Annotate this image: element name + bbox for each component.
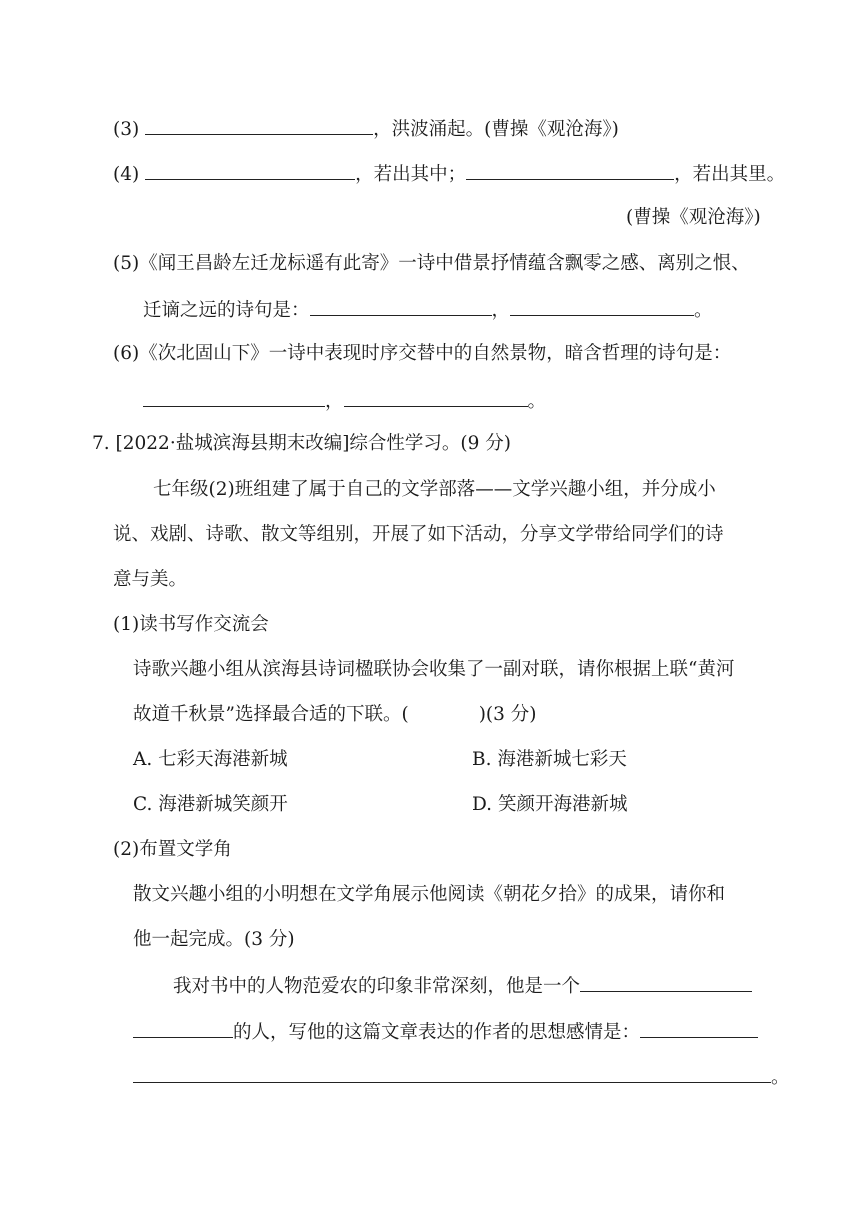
option-a-text: 七彩天海港新城 — [158, 749, 288, 770]
question-4-number: (4) — [113, 164, 140, 185]
part-1-text-1: 诗歌兴趣小组从滨海县诗词楹联协会收集了一副对联，请你根据上联“黄河 — [133, 659, 735, 680]
question-4 — [113, 161, 785, 187]
part-2-fill-prompt-2: 的人，写他的这篇文章表达的作者的思想感情是： — [233, 1022, 641, 1043]
answer-blank-4a[interactable] — [145, 161, 355, 180]
part-2-fill-2 — [133, 1019, 758, 1045]
question-3-text: ，洪波涌起。(曹操《观沧海》) — [373, 119, 619, 140]
answer-blank-4b[interactable] — [466, 161, 674, 180]
part-1-title: (1)读书写作交流会 — [113, 614, 269, 635]
answer-blank-3[interactable] — [145, 116, 373, 135]
intro-line-3: 意与美。 — [113, 569, 188, 590]
question-5-end: 。 — [694, 300, 713, 321]
question-3-number: (3) — [113, 119, 140, 140]
part-1-prompt: 故道千秋景”选择最合适的下联。( — [133, 704, 409, 725]
question-6-end: 。 — [527, 391, 547, 412]
answer-blank-6a[interactable] — [143, 388, 325, 407]
question-7-header: 7. [2022·盐城滨海县期末改编]综合性学习。(9 分) — [92, 433, 512, 454]
option-c-text: 海港新城笑颜开 — [158, 794, 288, 815]
question-5-line2 — [143, 297, 713, 323]
answer-blank-5b[interactable] — [510, 297, 694, 316]
question-6-line1: (6)《次北固山下》一诗中表现时序交替中的自然景物，暗含哲理的诗句是： — [113, 343, 732, 364]
question-5-sep: ， — [491, 300, 511, 321]
intro-line-2: 说、戏剧、诗歌、散文等组别，开展了如下活动，分享文学带给同学们的诗 — [113, 524, 724, 545]
option-d-label: D. — [472, 794, 493, 815]
part-1-score: )(3 分) — [478, 704, 537, 725]
option-d[interactable] — [472, 793, 627, 817]
part-2-fill-1 — [173, 973, 752, 999]
answer-blank-7-2d[interactable] — [133, 1064, 771, 1083]
part-1-text-2 — [133, 703, 537, 727]
question-3 — [113, 116, 619, 142]
option-c[interactable] — [133, 793, 288, 817]
answer-blank-7-2c[interactable] — [640, 1019, 758, 1038]
option-b[interactable] — [472, 748, 627, 772]
option-d-text: 笑颜开海港新城 — [497, 794, 628, 815]
answer-blank-7-2a[interactable] — [580, 973, 752, 992]
answer-blank-7-2b[interactable] — [133, 1019, 233, 1038]
question-5-prompt: 迁谪之远的诗句是： — [143, 300, 310, 321]
part-2-title: (2)布置文学角 — [113, 839, 232, 860]
answer-blank-5a[interactable] — [310, 297, 492, 316]
question-4-tail: ，若出其里。 — [674, 164, 786, 185]
intro-line-1: 七年级(2)班组建了属于自己的文学部落——文学兴趣小组，并分成小 — [153, 479, 716, 500]
part-2-fill-3 — [133, 1064, 790, 1090]
option-a[interactable] — [133, 748, 288, 772]
question-5-line1: (5)《闻王昌龄左迁龙标遥有此寄》一诗中借景抒情蕴含飘零之感、离别之恨、 — [113, 253, 750, 274]
question-6-sep: ， — [325, 391, 344, 412]
question-4-mid: ，若出其中； — [355, 164, 467, 185]
option-b-text: 海港新城七彩天 — [497, 749, 627, 770]
option-a-label: A. — [133, 749, 153, 770]
question-4-source: (曹操《观沧海》) — [626, 207, 761, 228]
part-2-text-2: 他一起完成。(3 分) — [133, 929, 295, 950]
option-c-label: C. — [133, 794, 153, 815]
part-2-text-1: 散文兴趣小组的小明想在文学角展示他阅读《朝花夕拾》的成果，请你和 — [133, 884, 726, 905]
option-b-label: B. — [472, 749, 492, 770]
question-6-line2 — [143, 388, 546, 414]
part-2-end: 。 — [771, 1067, 790, 1088]
part-2-fill-prompt-1: 我对书中的人物范爱农的印象非常深刻，他是一个 — [173, 976, 581, 997]
answer-blank-6b[interactable] — [344, 388, 528, 407]
